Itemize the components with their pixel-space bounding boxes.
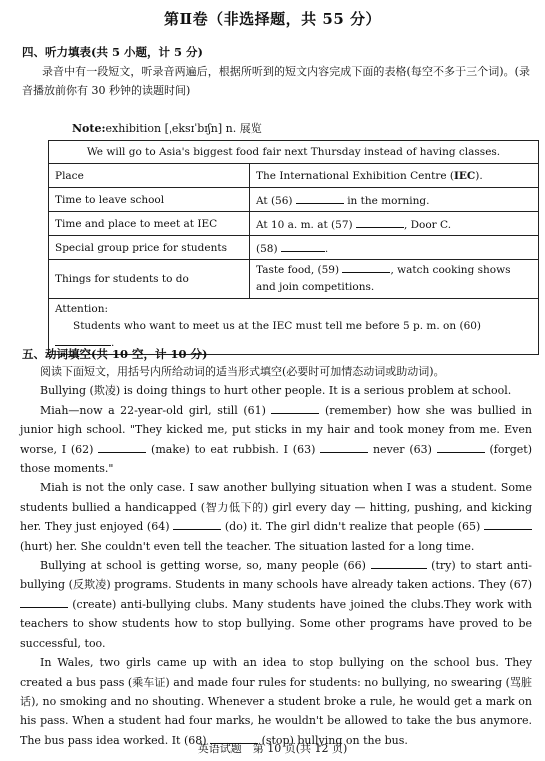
blank-66[interactable] [371, 558, 427, 569]
section-4-heading: 四、听力填表(共 5 小题，计 5 分) [22, 45, 203, 59]
row-value-things: Taste food, (59) , watch cooking shows and join competitions. [250, 260, 539, 299]
row-value-place: The International Exhibition Centre (IEC). [250, 164, 539, 188]
row-value-leave-time: At (56) in the morning. [250, 188, 539, 212]
paragraph-2: Miah—now a 22-year-old girl, still (61) (remember) how she was bullied in junior high school. "They kicked me, put sticks in my hair and took money from me. Even worse, I (62) (make) to eat rubbish. I (63) never (63) (forget) those moments." [20, 403, 533, 476]
attention-text: Students who want to meet us at the IEC must tell me before 5 p. m. on (60) . [55, 318, 532, 352]
page-footer: 英语试题 第 10 页(共 12 页) [197, 742, 348, 755]
blank-57[interactable] [356, 217, 404, 228]
section-4-instructions: 录音中有一段短文，听录音两遍后，根据所听到的短文内容完成下面的表格(每空不多于三个词)。(录音播放前你有 30 秒钟的读题时间) [22, 65, 530, 97]
note-label: Note: [72, 122, 106, 135]
blank-63a[interactable] [320, 442, 368, 453]
vocab-note [72, 120, 262, 136]
attention-label: Attention: [55, 303, 109, 315]
table-row [49, 260, 539, 299]
blank-59[interactable] [342, 262, 390, 273]
page-title: 第Ⅱ卷（非选择题，共 55 分） [164, 10, 381, 28]
row-value-meet: At 10 a. m. at (57) , Door C. [250, 212, 539, 236]
table-row [49, 188, 539, 212]
blank-65[interactable] [484, 519, 532, 530]
paragraph-5: In Wales, two girls came up with an idea to stop bullying on the school bus. They created a bus pass (乘车证) and made four rules for students: no bullying, no swearing (骂脏话), no smoking and no shouting. Whenever a student broke a rule, he would get a mark on his pass. When a student had four marks, he wouldn't be allowed to take the bus anymore. The bus pass idea worked. It (68) (stop) bullying on the bus. [20, 656, 532, 747]
table-row [49, 236, 539, 260]
row-label-things: Things for students to do [49, 260, 250, 299]
section-5-instructions: 阅读下面短文，用括号内所给动词的适当形式填空(必要时可加情态动词或助动词)。 [40, 365, 445, 378]
cloze-article [20, 362, 532, 750]
blank-63b[interactable] [437, 442, 485, 453]
paragraph-1: Bullying (欺凌) is doing things to hurt other people. It is a serious problem at school. [40, 384, 512, 398]
row-label-meet: Time and place to meet at IEC [49, 212, 250, 236]
row-label-place: Place [49, 164, 250, 188]
blank-64[interactable] [173, 519, 221, 530]
table-row [49, 212, 539, 236]
table-header: We will go to Asia's biggest food fair next Thursday instead of having classes. [49, 141, 539, 164]
blank-56[interactable] [296, 193, 344, 204]
section-5-heading: 五、动词填空(共 10 空，计 10 分) [22, 347, 208, 361]
blank-60[interactable] [55, 335, 111, 346]
note-text: exhibition [ˌeksɪˈbɪʃn] n. 展览 [105, 122, 262, 135]
row-value-price: (58) . [250, 236, 539, 260]
blank-62[interactable] [98, 442, 146, 453]
blank-67[interactable] [20, 597, 68, 608]
row-label-price: Special group price for students [49, 236, 250, 260]
blank-58[interactable] [281, 241, 325, 252]
paragraph-3: Miah is not the only case. I saw another bullying situation when I was a student. Some students bullied a handicapped (智力低下的) girl every day — hitting, pushing, and kicking her. They just enjoyed (64) (do) it. The girl didn't realize that people (65) (hurt) her. She couldn't even tell the teacher. The situation lasted for a long time. [20, 481, 532, 553]
blank-61[interactable] [271, 403, 319, 414]
paragraph-4: Bullying at school is getting worse, so, many people (66) (try) to start anti-bullying (反欺凌) programs. Students in many schools have already taken actions. They (67) (create) anti-bullying clubs. Many students have joined the clubs.They work with teachers to show students how to stop bullying. Some other programs have proved to be successful, too. [20, 559, 533, 650]
listening-table [48, 140, 539, 355]
row-label-leave-time: Time to leave school [49, 188, 250, 212]
table-row [49, 164, 539, 188]
